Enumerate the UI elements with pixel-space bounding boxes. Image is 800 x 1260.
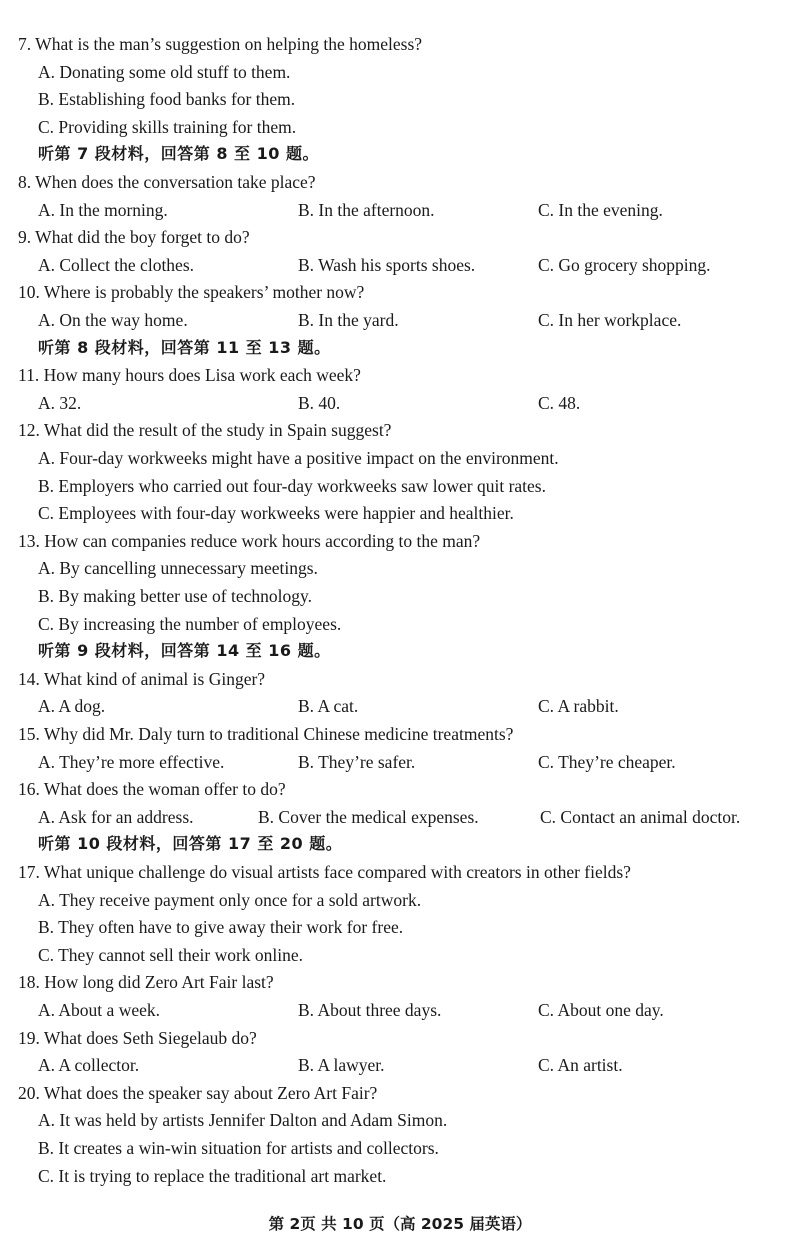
page-footer: 第 2页 共 10 页（高 2025 届英语） bbox=[268, 1215, 532, 1233]
section-heading bbox=[0, 334, 800, 362]
option-text: A. In the morning. bbox=[38, 199, 168, 220]
question-text: 20. What does the speaker say about Zero Art Fair? bbox=[18, 1082, 378, 1103]
option-line bbox=[0, 113, 800, 141]
question-line bbox=[0, 223, 800, 251]
question-line bbox=[0, 1024, 800, 1052]
option-line bbox=[0, 1162, 800, 1190]
option-text: C. Contact an animal doctor. bbox=[540, 806, 741, 827]
option-text: B. By making better use of technology. bbox=[38, 586, 312, 606]
option-text: B. Establishing food banks for them. bbox=[38, 89, 296, 110]
question-line bbox=[0, 361, 800, 389]
option-text: B. In the afternoon. bbox=[298, 199, 435, 220]
option-line bbox=[0, 472, 800, 500]
option-line bbox=[0, 913, 800, 941]
option-text: C. A rabbit. bbox=[538, 696, 619, 717]
option-text: B. They’re safer. bbox=[298, 751, 416, 772]
option-text: A. On the way home. bbox=[38, 310, 188, 330]
question-text: 19. What does Seth Siegelaub do? bbox=[18, 1027, 257, 1048]
question-line bbox=[0, 720, 800, 748]
option-text: A. A dog. bbox=[38, 696, 106, 717]
section-heading-text: 听第 10 段材料，回答第 17 至 20 题。 bbox=[38, 834, 343, 854]
section-heading-text: 听第 8 段材料，回答第 11 至 13 题。 bbox=[38, 337, 331, 357]
option-line bbox=[0, 610, 800, 638]
option-line bbox=[0, 554, 800, 582]
option-text: B. Wash his sports shoes. bbox=[298, 254, 476, 275]
option-text: C. It is trying to replace the traditional art market. bbox=[38, 1165, 387, 1186]
option-line bbox=[0, 1134, 800, 1162]
option-text: C. In the evening. bbox=[538, 199, 663, 220]
option-text: B. Cover the medical expenses. bbox=[258, 806, 479, 827]
option-text: B. About three days. bbox=[298, 1000, 442, 1020]
option-text: C. Providing skills training for them. bbox=[38, 116, 297, 137]
question-text: 17. What unique challenge do visual artists face compared with creators in other fields? bbox=[18, 862, 631, 882]
option-row bbox=[0, 1051, 800, 1079]
option-text: C. They cannot sell their work online. bbox=[38, 944, 304, 965]
option-line bbox=[0, 582, 800, 610]
section-heading-text: 听第 9 段材料，回答第 14 至 16 题。 bbox=[38, 641, 331, 661]
option-text: A. Four-day workweeks might have a positive impact on the environment. bbox=[38, 448, 559, 468]
option-text: A. They receive payment only once for a sold artwork. bbox=[38, 889, 422, 910]
option-line bbox=[0, 499, 800, 527]
option-line bbox=[0, 886, 800, 914]
question-text: 14. What kind of animal is Ginger? bbox=[18, 668, 266, 689]
question-text: 7. What is the man’s suggestion on helping the homeless? bbox=[18, 34, 423, 54]
question-line bbox=[0, 527, 800, 555]
question-line bbox=[0, 416, 800, 444]
option-line bbox=[0, 444, 800, 472]
question-line bbox=[0, 1079, 800, 1107]
option-text: A. 32. bbox=[38, 392, 82, 413]
option-row bbox=[0, 251, 800, 279]
question-line bbox=[0, 30, 800, 58]
option-text: C. By increasing the number of employees. bbox=[38, 613, 342, 634]
option-text: B. It creates a win-win situation for artists and collectors. bbox=[38, 1138, 439, 1158]
option-row bbox=[0, 996, 800, 1024]
option-text: B. 40. bbox=[298, 392, 341, 413]
option-row bbox=[0, 692, 800, 720]
question-line bbox=[0, 665, 800, 693]
option-text: C. Go grocery shopping. bbox=[538, 254, 711, 275]
option-row bbox=[0, 748, 800, 776]
section-heading bbox=[0, 140, 800, 168]
question-line bbox=[0, 858, 800, 886]
section-heading bbox=[0, 830, 800, 858]
option-text: B. They often have to give away their work for free. bbox=[38, 917, 404, 938]
option-text: A. They’re more effective. bbox=[38, 751, 225, 772]
section-heading bbox=[0, 637, 800, 665]
question-text: 15. Why did Mr. Daly turn to traditional Chinese medicine treatments? bbox=[18, 724, 514, 744]
option-text: B. In the yard. bbox=[298, 310, 399, 330]
option-row bbox=[0, 803, 800, 831]
option-row bbox=[0, 389, 800, 417]
question-line bbox=[0, 168, 800, 196]
question-line bbox=[0, 775, 800, 803]
question-text: 10. Where is probably the speakers’ mother now? bbox=[18, 282, 365, 303]
option-text: A. A collector. bbox=[38, 1055, 140, 1076]
question-line bbox=[0, 278, 800, 306]
question-text: 13. How can companies reduce work hours according to the man? bbox=[18, 530, 481, 551]
option-text: C. In her workplace. bbox=[538, 310, 682, 330]
question-text: 8. When does the conversation take place? bbox=[18, 172, 316, 192]
option-text: A. It was held by artists Jennifer Dalton and Adam Simon. bbox=[38, 1110, 448, 1131]
option-row bbox=[0, 196, 800, 224]
option-text: C. They’re cheaper. bbox=[538, 751, 676, 772]
option-text: A. Ask for an address. bbox=[38, 806, 194, 827]
option-text: C. An artist. bbox=[538, 1055, 623, 1076]
question-text: 11. How many hours does Lisa work each week? bbox=[18, 365, 361, 386]
option-line bbox=[0, 941, 800, 969]
option-text: C. 48. bbox=[538, 392, 581, 413]
question-text: 9. What did the boy forget to do? bbox=[18, 227, 250, 248]
option-text: A. Collect the clothes. bbox=[38, 254, 195, 275]
option-text: A. About a week. bbox=[38, 1000, 160, 1020]
option-text: A. Donating some old stuff to them. bbox=[38, 61, 291, 82]
question-text: 12. What did the result of the study in Spain suggest? bbox=[18, 420, 392, 441]
question-text: 18. How long did Zero Art Fair last? bbox=[18, 972, 274, 993]
option-line bbox=[0, 1106, 800, 1134]
option-row bbox=[0, 306, 800, 334]
option-line bbox=[0, 58, 800, 86]
option-line bbox=[0, 85, 800, 113]
option-text: B. A cat. bbox=[298, 696, 359, 717]
question-text: 16. What does the woman offer to do? bbox=[18, 779, 286, 800]
option-text: A. By cancelling unnecessary meetings. bbox=[38, 558, 318, 579]
option-text: C. About one day. bbox=[538, 1000, 664, 1020]
section-heading-text: 听第 7 段材料，回答第 8 至 10 题。 bbox=[38, 144, 319, 164]
option-text: B. Employers who carried out four-day workweeks saw lower quit rates. bbox=[38, 475, 546, 496]
option-text: C. Employees with four-day workweeks were happier and healthier. bbox=[38, 503, 514, 524]
option-text: B. A lawyer. bbox=[298, 1055, 385, 1076]
question-line bbox=[0, 968, 800, 996]
